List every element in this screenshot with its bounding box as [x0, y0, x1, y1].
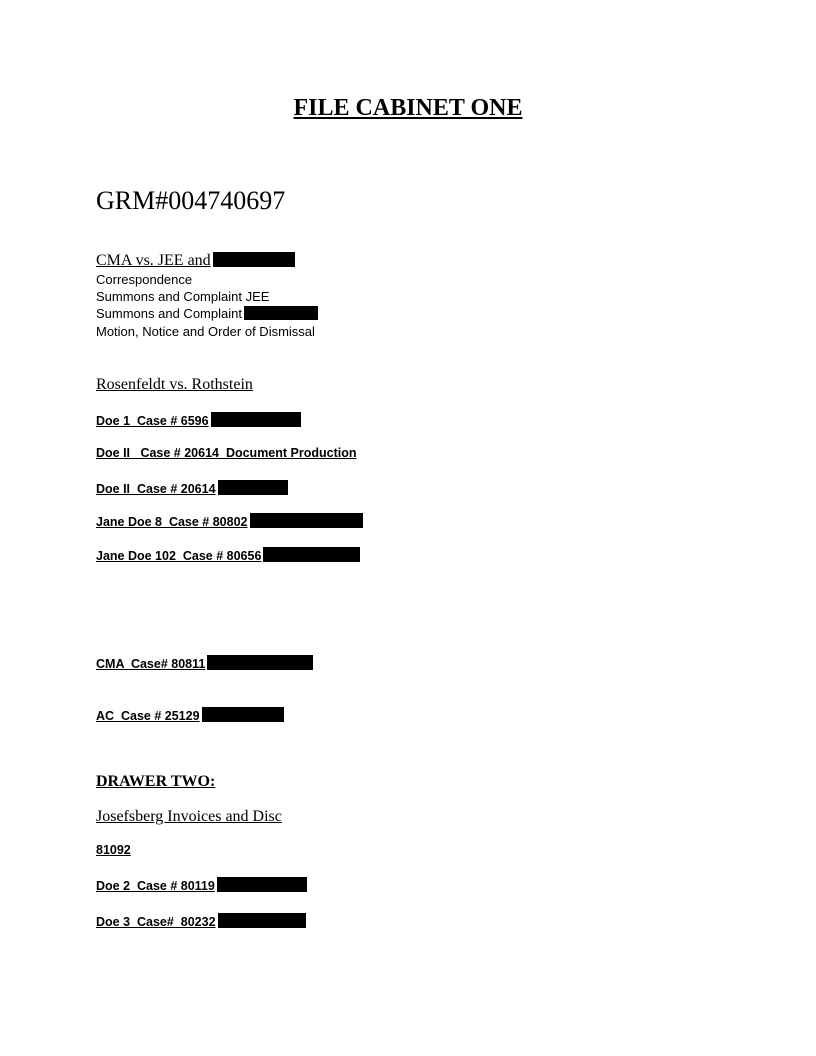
redaction-bar: [213, 252, 295, 267]
drawer-two-subheading: Josefsberg Invoices and Disc: [96, 808, 282, 825]
list-item: Motion, Notice and Order of Dismissal: [96, 324, 315, 339]
section-heading-rosenfeldt: Rosenfeldt vs. Rothstein: [96, 376, 253, 393]
case-entry-text: Doe 3 Case# 80232: [96, 915, 216, 929]
case-entry-text: Doe II Case # 20614: [96, 482, 216, 496]
case-entry: [96, 480, 288, 496]
list-item: Correspondence: [96, 272, 193, 287]
case-entry: [96, 412, 301, 428]
redaction-bar: [211, 412, 301, 427]
grm-number: GRM#004740697: [96, 186, 286, 215]
drawer-two-heading: DRAWER TWO:: [96, 773, 216, 790]
case-entry: [96, 513, 363, 529]
case-entry-text: AC Case # 25129: [96, 709, 200, 723]
case-entry-text: Jane Doe 102 Case # 80656: [96, 549, 262, 563]
page-title: FILE CABINET ONE: [293, 95, 523, 121]
case-entry-text: Jane Doe 8 Case # 80802: [96, 515, 248, 529]
redaction-bar: [244, 306, 318, 320]
list-item-text: Summons and Complaint: [96, 306, 242, 321]
drawer-item: 81092: [96, 843, 131, 857]
redaction-bar: [263, 547, 360, 562]
redaction-bar: [202, 707, 284, 722]
case-entry-text: Doe 2 Case # 80119: [96, 879, 215, 893]
case-entry: [96, 877, 307, 893]
list-item: Summons and Complaint JEE: [96, 289, 270, 304]
case-entry-text: CMA Case# 80811: [96, 657, 206, 671]
redaction-bar: [217, 877, 307, 892]
case-entry-ac: [96, 707, 284, 723]
case-entry-cma: [96, 655, 313, 671]
redaction-bar: [250, 513, 363, 528]
redaction-bar: [218, 480, 288, 495]
case-entry: Doe II Case # 20614 Document Production: [96, 446, 357, 460]
redaction-bar: [207, 655, 313, 670]
redaction-bar: [218, 913, 306, 928]
case-entry: [96, 547, 360, 563]
section-heading-cma: [96, 252, 295, 270]
case-entry: [96, 913, 306, 929]
section-heading-cma-text: CMA vs. JEE and: [96, 252, 211, 269]
list-item: [96, 306, 318, 321]
case-entry-text: Doe 1 Case # 6596: [96, 414, 209, 428]
